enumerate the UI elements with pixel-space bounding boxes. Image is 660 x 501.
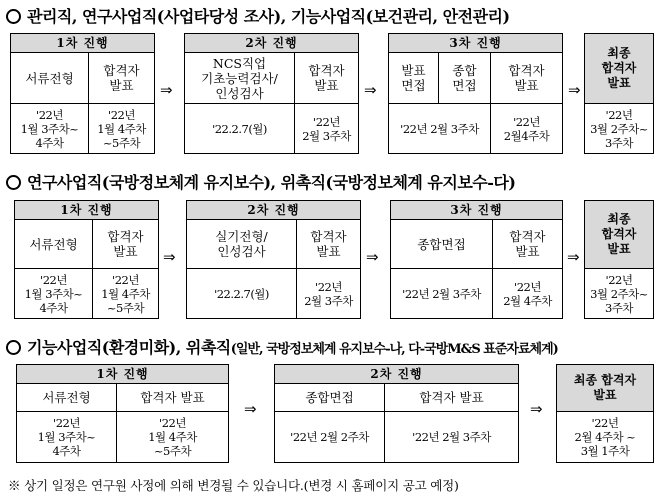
step-date: '22년 1월 4주차 ~5주차 <box>117 412 229 463</box>
step-label: 서류전형 <box>15 220 93 269</box>
step-date: '22년 2월 2주차 <box>275 412 385 463</box>
section-3-heading <box>6 335 558 358</box>
step-label: 종합 면접 <box>439 53 491 104</box>
flow-arrow: ⇒ <box>366 248 379 266</box>
final-date: '22년 3월 2주차~ 3주차 <box>585 269 654 319</box>
step-date: '22년 1월 4주차 ~5주차 <box>89 104 155 154</box>
section-2-final <box>584 200 654 319</box>
stage-title: 1차 진행 <box>15 201 159 220</box>
section-3-heading-text: 기능사업직(환경미화), 위촉직 <box>27 338 231 357</box>
stage-title: 2차 진행 <box>275 365 519 384</box>
circle-bullet-icon <box>6 175 21 190</box>
step-label: 합격자 발표 <box>297 220 361 269</box>
flow-arrow: ⇒ <box>567 248 580 266</box>
step-label: 서류전형 <box>17 384 117 412</box>
section-3-stage-2 <box>274 364 519 463</box>
step-date: '22년 1월 3주차~ 4주차 <box>17 412 117 463</box>
section-3-heading-tail: (일반, 국방정보체계 유지보수-나, 다-국방M&S 표준자료체계) <box>230 342 558 357</box>
section-1-heading-text: 관리직, 연구사업직(사업타당성 조사), 기능사업직(보건관리, 안전관리) <box>27 7 510 26</box>
step-label: 종합면접 <box>275 384 385 412</box>
section-2-stage-1 <box>14 200 159 319</box>
section-1-stage-2 <box>184 33 359 154</box>
step-label: 종합면접 <box>391 220 493 269</box>
step-date: '22년 1월 4주차 ~5주차 <box>93 269 159 319</box>
flow-arrow: ⇒ <box>568 81 581 99</box>
final-label: 최종 합격자 발표 <box>557 365 654 412</box>
step-label: 발표 면접 <box>389 53 439 104</box>
section-1-final <box>584 33 654 154</box>
step-date: '22년 1월 3주차~ 4주차 <box>11 104 89 154</box>
final-date: '22년 2월 4주차 ~ 3월 1주차 <box>557 412 654 463</box>
step-label: 합격자 발표 <box>295 53 359 104</box>
section-3-stage-1 <box>16 364 229 463</box>
stage-title: 3차 진행 <box>389 34 563 53</box>
stage-title: 2차 진행 <box>187 201 361 220</box>
step-date: '22년 2월 3주차 <box>385 412 519 463</box>
final-label: 최종 합격자 발표 <box>585 201 654 269</box>
final-date: '22년 3월 2주차~ 3주차 <box>585 104 654 154</box>
step-label: 실기전형/ 인성검사 <box>187 220 297 269</box>
step-label: 합격자 발표 <box>385 384 519 412</box>
stage-title: 1차 진행 <box>17 365 229 384</box>
step-date: '22년 2월 3주차 <box>389 104 491 154</box>
step-label: 합격자 발표 <box>493 220 563 269</box>
stage-title: 3차 진행 <box>391 201 563 220</box>
section-1-stage-1 <box>10 33 155 154</box>
schedule-change-note: ※ 상기 일정은 연구원 사정에 의해 변경될 수 있습니다.(변경 시 홈페이지 공고 예정) <box>8 478 459 493</box>
stage-title: 1차 진행 <box>11 34 155 53</box>
step-label: NCS직업 기초능력검사/ 인성검사 <box>185 53 295 104</box>
step-date: '22년 2월4주차 <box>491 104 563 154</box>
step-date: '22.2.7(월) <box>187 269 297 319</box>
step-date: '22년 2월 4주차 <box>493 269 563 319</box>
final-label: 최종 합격자 발표 <box>585 34 654 104</box>
section-2-heading <box>6 170 515 193</box>
flow-arrow: ⇒ <box>160 81 173 99</box>
step-label: 합격자 발표 <box>117 384 229 412</box>
flow-arrow: ⇒ <box>163 248 176 266</box>
step-label: 서류전형 <box>11 53 89 104</box>
stage-title: 2차 진행 <box>185 34 359 53</box>
flow-arrow: ⇒ <box>364 81 377 99</box>
section-2-heading-text: 연구사업직(국방정보체계 유지보수), 위촉직(국방정보체계 유지보수-다) <box>27 173 516 192</box>
circle-bullet-icon <box>6 340 21 355</box>
section-1-stage-3 <box>388 33 563 154</box>
step-label: 합격자 발표 <box>93 220 159 269</box>
step-date: '22년 2월 3주차 <box>391 269 493 319</box>
flow-arrow: ⇒ <box>244 400 257 418</box>
circle-bullet-icon <box>6 9 21 24</box>
section-2-stage-2 <box>186 200 361 319</box>
section-1-heading <box>6 4 510 27</box>
step-date: '22.2.7(월) <box>185 104 295 154</box>
step-date: '22년 2월 3주차 <box>295 104 359 154</box>
section-3-final <box>556 364 654 463</box>
flow-arrow: ⇒ <box>530 400 543 418</box>
step-date: '22년 1월 3주차~ 4주차 <box>15 269 93 319</box>
step-date: '22년 2월 3주차 <box>297 269 361 319</box>
section-2-stage-3 <box>390 200 563 319</box>
step-label: 합격자 발표 <box>89 53 155 104</box>
step-label: 합격자 발표 <box>491 53 563 104</box>
